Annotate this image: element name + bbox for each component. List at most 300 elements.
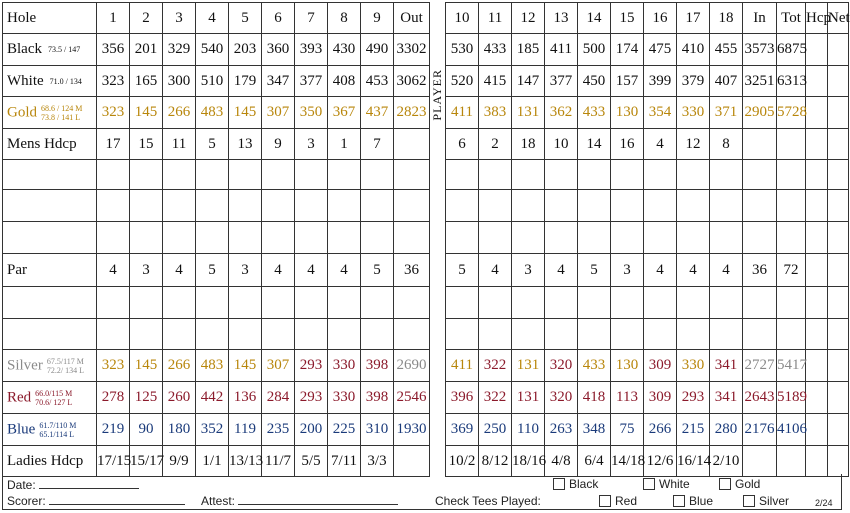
player-row-2-cell-15[interactable]	[578, 190, 611, 222]
player-row-2-cell-18[interactable]	[677, 190, 710, 222]
tee-gold-rating	[41, 104, 82, 122]
player-row-3-cell-6[interactable]	[262, 222, 295, 254]
tee-gold-hole-2: 145	[130, 97, 163, 129]
player-row-5-cell-12[interactable]	[479, 319, 512, 350]
player-row-5-cell-10[interactable]	[394, 319, 430, 350]
hole-number-11: 11	[479, 3, 512, 34]
tee-black-hcp[interactable]	[806, 34, 828, 66]
tee-blue-hole-8: 225	[328, 414, 361, 446]
tee-blue-hole-4: 352	[196, 414, 229, 446]
ladies-hdcp-hole-12: 18/16	[512, 446, 545, 477]
tee-gold-hcp[interactable]	[806, 97, 828, 129]
tee-red-hcp[interactable]	[806, 382, 828, 414]
player-row-3-cell-18[interactable]	[677, 222, 710, 254]
tee-silver-hole-13: 320	[545, 350, 578, 382]
player-row-2-cell-4[interactable]	[196, 190, 229, 222]
ladies-hdcp-hole-15: 14/18	[611, 446, 644, 477]
mens-hdcp-in	[743, 129, 777, 160]
player-row-5-name-cell[interactable]	[3, 319, 97, 350]
player-row-1-cell-15[interactable]	[578, 160, 611, 190]
tee-silver-hole-16: 309	[644, 350, 677, 382]
player-row-3-cell-22[interactable]	[806, 222, 828, 254]
player-row-3-cell-11[interactable]	[446, 222, 479, 254]
tee-black-hole-3: 329	[163, 34, 196, 66]
player-row-1-cell-19[interactable]	[710, 160, 743, 190]
player-row-2-cell-6[interactable]	[262, 190, 295, 222]
tee-black-hole-9: 490	[361, 34, 394, 66]
player-row-2-cell-14[interactable]	[545, 190, 578, 222]
checkbox-gold[interactable]	[719, 478, 731, 490]
player-row-5-cell-16[interactable]	[611, 319, 644, 350]
player-row-5-cell-20[interactable]	[743, 319, 777, 350]
player-row-2-cell-19[interactable]	[710, 190, 743, 222]
player-row-1-cell-9[interactable]	[361, 160, 394, 190]
player-row-1-cell-20[interactable]	[743, 160, 777, 190]
player-row-3-cell-17[interactable]	[644, 222, 677, 254]
tee-red-rating	[35, 389, 72, 407]
player-row-5-cell-7[interactable]	[295, 319, 328, 350]
par-out: 36	[394, 254, 430, 287]
player-row-5-cell-1[interactable]	[97, 319, 130, 350]
tee-black-hole-10: 530	[446, 34, 479, 66]
par-hole-12: 3	[512, 254, 545, 287]
player-column	[430, 34, 446, 160]
tee-black-hole-12: 185	[512, 34, 545, 66]
par-row	[3, 254, 849, 287]
player-row-2-cell-1[interactable]	[97, 190, 130, 222]
tee-silver-hole-14: 433	[578, 350, 611, 382]
tee-option-gold[interactable]: Gold	[719, 477, 760, 491]
player-row-1-cell-14[interactable]	[545, 160, 578, 190]
player-row-4-cell-3[interactable]	[163, 287, 196, 319]
player-row-1-cell-16[interactable]	[611, 160, 644, 190]
hole-header-label: Hole	[3, 3, 97, 34]
player-row-2-cell-17[interactable]	[644, 190, 677, 222]
attest-field[interactable]	[238, 495, 398, 505]
attest-line	[201, 494, 398, 508]
hole-number-1: 1	[97, 3, 130, 34]
player-row-4-cell-14[interactable]	[545, 287, 578, 319]
player-row-4-cell-1[interactable]	[97, 287, 130, 319]
player-row-5-cell-9[interactable]	[361, 319, 394, 350]
hole-number-12: 12	[512, 3, 545, 34]
player-row-2-cell-7[interactable]	[295, 190, 328, 222]
tee-gold-label: Gold	[7, 103, 37, 120]
tee-blue-hole-5: 119	[229, 414, 262, 446]
date-field[interactable]	[39, 479, 139, 489]
player-row-5-cell-5[interactable]	[229, 319, 262, 350]
tee-silver-hole-17: 330	[677, 350, 710, 382]
tee-gold-net[interactable]	[828, 97, 849, 129]
tee-blue-hole-13: 263	[545, 414, 578, 446]
player-row-3-cell-3[interactable]	[163, 222, 196, 254]
player-row-1-cell-2[interactable]	[130, 160, 163, 190]
player-row-3-cell-5[interactable]	[229, 222, 262, 254]
tee-black-out: 3302	[394, 34, 430, 66]
tee-blue-hole-10: 369	[446, 414, 479, 446]
tee-red-rating-ladies: 70.6/ 127 L	[35, 397, 73, 407]
player-row-4-cell-9[interactable]	[361, 287, 394, 319]
tee-blue-hole-6: 235	[262, 414, 295, 446]
player-row-3-cell-2[interactable]	[130, 222, 163, 254]
tee-silver-hole-8: 330	[328, 350, 361, 382]
player-row-2-cell-23[interactable]	[828, 190, 849, 222]
player-row-3-cell-14[interactable]	[545, 222, 578, 254]
tee-red-hole-1: 278	[97, 382, 130, 414]
tee-silver-net[interactable]	[828, 350, 849, 382]
ladies-hdcp-out	[394, 446, 430, 477]
date-line	[7, 478, 139, 492]
player-row-3-cell-12[interactable]	[479, 222, 512, 254]
tee-red-rating-mens: 66.0/115 M	[35, 388, 73, 398]
tee-red-hole-13: 320	[545, 382, 578, 414]
tee-row-white	[3, 66, 849, 97]
player-row-5-cell-22[interactable]	[806, 319, 828, 350]
ladies-hdcp-hole-17: 16/14	[677, 446, 710, 477]
player-row-5-cell-17[interactable]	[644, 319, 677, 350]
player-row-3-cell-15[interactable]	[578, 222, 611, 254]
player-row-2	[3, 190, 849, 222]
par-hcp	[806, 254, 828, 287]
tee-row-blue	[3, 414, 849, 446]
player-row-4-cell-5[interactable]	[229, 287, 262, 319]
player-row-4-cell-16[interactable]	[611, 287, 644, 319]
tee-black-hole-18: 455	[710, 34, 743, 66]
tee-option-silver[interactable]: Silver	[743, 494, 789, 508]
player-row-1-cell-7[interactable]	[295, 160, 328, 190]
mens-hdcp-hole-13: 10	[545, 129, 578, 160]
player-header-cell	[430, 3, 446, 34]
player-row-1-cell-3[interactable]	[163, 160, 196, 190]
tee-blue-hole-18: 280	[710, 414, 743, 446]
player-row-4-name-cell[interactable]	[3, 287, 97, 319]
player-row-1-cell-13[interactable]	[512, 160, 545, 190]
tee-blue-player-cell	[430, 414, 446, 446]
tee-white-hole-8: 408	[328, 66, 361, 97]
mens-hdcp-hole-2: 15	[130, 129, 163, 160]
par-hole-7: 4	[295, 254, 328, 287]
player-row-1-cell-18[interactable]	[677, 160, 710, 190]
checkbox-blue[interactable]	[673, 495, 685, 507]
player-row-4-cell-11[interactable]	[446, 287, 479, 319]
tee-gold-tot: 5728	[777, 97, 806, 129]
tee-white-hole-11: 415	[479, 66, 512, 97]
player-row-5-cell-19[interactable]	[710, 319, 743, 350]
player-row-3-cell-23[interactable]	[828, 222, 849, 254]
net-header: Net	[828, 3, 849, 34]
tee-blue-hole-2: 90	[130, 414, 163, 446]
mens-hdcp-row	[3, 129, 849, 160]
tee-red-hole-15: 113	[611, 382, 644, 414]
player-row-4-cell-21[interactable]	[777, 287, 806, 319]
player-row-1-cell-11[interactable]	[446, 160, 479, 190]
ladies-hdcp-hole-8: 7/11	[328, 446, 361, 477]
ladies-hdcp-hcp	[806, 446, 828, 477]
player-row-5-cell-18[interactable]	[677, 319, 710, 350]
player-row-1-cell-22[interactable]	[806, 160, 828, 190]
tee-silver-hole-2: 145	[130, 350, 163, 382]
tee-red-hole-14: 418	[578, 382, 611, 414]
ladies-hdcp-hole-2: 15/17	[130, 446, 163, 477]
player-row-5-cell-23[interactable]	[828, 319, 849, 350]
scorer-field[interactable]	[49, 495, 185, 505]
hole-number-18: 18	[710, 3, 743, 34]
player-row-2-cell-12[interactable]	[479, 190, 512, 222]
player-row-5-cell-6[interactable]	[262, 319, 295, 350]
player-row-3-cell-9[interactable]	[361, 222, 394, 254]
player-row-4-cell-22[interactable]	[806, 287, 828, 319]
tee-silver-hcp[interactable]	[806, 350, 828, 382]
tee-white-net[interactable]	[828, 66, 849, 97]
tee-blue-label: Blue	[7, 420, 36, 437]
ladies-hdcp-hole-10: 10/2	[446, 446, 479, 477]
tee-silver-rating	[47, 357, 84, 375]
tee-white-hole-18: 407	[710, 66, 743, 97]
player-row-4-cell-6[interactable]	[262, 287, 295, 319]
checkbox-silver[interactable]	[743, 495, 755, 507]
player-row-4-cell-23[interactable]	[828, 287, 849, 319]
tee-silver-in: 2727	[743, 350, 777, 382]
tee-red-player-cell	[430, 382, 446, 414]
player-row-1-cell-8[interactable]	[328, 160, 361, 190]
player-row-2-cell-13[interactable]	[512, 190, 545, 222]
tee-red-label: Red	[7, 388, 32, 405]
player-row-5-cell-2[interactable]	[130, 319, 163, 350]
tee-red-hole-2: 125	[130, 382, 163, 414]
ladies-hdcp-hole-11: 8/12	[479, 446, 512, 477]
player-row-5-cell-3[interactable]	[163, 319, 196, 350]
hole-number-14: 14	[578, 3, 611, 34]
tee-black-hole-4: 540	[196, 34, 229, 66]
tee-silver-label-cell	[3, 350, 97, 382]
tot-header: Tot	[777, 3, 806, 34]
player-row-1-cell-12[interactable]	[479, 160, 512, 190]
tee-gold-hole-14: 433	[578, 97, 611, 129]
tee-silver-hole-4: 483	[196, 350, 229, 382]
player-row-3-name-cell[interactable]	[3, 222, 97, 254]
player-row-4-cell-18[interactable]	[677, 287, 710, 319]
player-row-5-cell-4[interactable]	[196, 319, 229, 350]
player-row-4-cell-15[interactable]	[578, 287, 611, 319]
player-row-4-cell-20[interactable]	[743, 287, 777, 319]
tee-silver-label: Silver	[7, 356, 43, 373]
player-row-4-cell-4[interactable]	[196, 287, 229, 319]
tee-gold-hole-7: 350	[295, 97, 328, 129]
par-hole-8: 4	[328, 254, 361, 287]
player-row-3-cell-20[interactable]	[743, 222, 777, 254]
tee-white-hcp[interactable]	[806, 66, 828, 97]
hole-number-6: 6	[262, 3, 295, 34]
player-row-1-cell-23[interactable]	[828, 160, 849, 190]
hole-number-5: 5	[229, 3, 262, 34]
tee-option-black[interactable]: Black	[553, 477, 598, 491]
tee-blue-hole-12: 110	[512, 414, 545, 446]
player-row-3-cell-10[interactable]	[394, 222, 430, 254]
player-row-2-cell-16[interactable]	[611, 190, 644, 222]
ladies-hdcp-hole-1: 17/15	[97, 446, 130, 477]
tee-option-red[interactable]: Red	[599, 494, 637, 508]
player-row-3-cell-8[interactable]	[328, 222, 361, 254]
player-row-4-cell-8[interactable]	[328, 287, 361, 319]
player-row-1-cell-21[interactable]	[777, 160, 806, 190]
tee-white-label: White	[7, 72, 44, 89]
player-row-1-player-cell	[430, 160, 446, 190]
player-row-3-cell-7[interactable]	[295, 222, 328, 254]
tee-red-net[interactable]	[828, 382, 849, 414]
player-row-3-cell-1[interactable]	[97, 222, 130, 254]
ladies-hdcp-hole-18: 2/10	[710, 446, 743, 477]
tee-black-label-cell	[3, 34, 97, 66]
par-in: 36	[743, 254, 777, 287]
tee-blue-hole-3: 180	[163, 414, 196, 446]
tee-white-in: 3251	[743, 66, 777, 97]
player-row-5-cell-21[interactable]	[777, 319, 806, 350]
tee-option-blue[interactable]: Blue	[673, 494, 713, 508]
hcp-header: Hcp	[806, 3, 828, 34]
hole-number-7: 7	[295, 3, 328, 34]
tee-black-hole-5: 203	[229, 34, 262, 66]
tee-blue-hole-1: 219	[97, 414, 130, 446]
player-row-4-cell-17[interactable]	[644, 287, 677, 319]
par-hole-10: 5	[446, 254, 479, 287]
tee-silver-hole-10: 411	[446, 350, 479, 382]
hole-number-16: 16	[644, 3, 677, 34]
player-row-5-cell-14[interactable]	[545, 319, 578, 350]
player-row-2-cell-2[interactable]	[130, 190, 163, 222]
player-row-3-cell-4[interactable]	[196, 222, 229, 254]
player-row-1-cell-5[interactable]	[229, 160, 262, 190]
ladies-hdcp-hole-16: 12/6	[644, 446, 677, 477]
player-row-5-cell-8[interactable]	[328, 319, 361, 350]
tee-silver-hole-6: 307	[262, 350, 295, 382]
tee-option-white[interactable]: White	[643, 477, 690, 491]
tee-gold-hole-12: 131	[512, 97, 545, 129]
check-tees-label: Check Tees Played:	[435, 494, 541, 508]
tee-blue-rating-ladies: 65.1/114 L	[39, 429, 75, 439]
player-row-4-cell-10[interactable]	[394, 287, 430, 319]
player-row-1-cell-4[interactable]	[196, 160, 229, 190]
tee-blue-hole-17: 215	[677, 414, 710, 446]
tee-silver-out: 2690	[394, 350, 430, 382]
par-tot: 72	[777, 254, 806, 287]
tee-black-hole-6: 360	[262, 34, 295, 66]
player-row-4-cell-7[interactable]	[295, 287, 328, 319]
ladies-hdcp-hole-6: 11/7	[262, 446, 295, 477]
par-hole-18: 4	[710, 254, 743, 287]
tee-silver-hole-3: 266	[163, 350, 196, 382]
player-row-2-cell-5[interactable]	[229, 190, 262, 222]
attest-label: Attest:	[201, 494, 236, 508]
player-row-5-cell-11[interactable]	[446, 319, 479, 350]
player-row-3-cell-13[interactable]	[512, 222, 545, 254]
tee-blue-rating-mens: 61.7/110 M	[39, 420, 77, 430]
player-row-2-cell-22[interactable]	[806, 190, 828, 222]
player-row-2-cell-11[interactable]	[446, 190, 479, 222]
player-row-1-cell-1[interactable]	[97, 160, 130, 190]
tee-black-net[interactable]	[828, 34, 849, 66]
player-row-3-cell-21[interactable]	[777, 222, 806, 254]
mens-hdcp-hole-17: 12	[677, 129, 710, 160]
player-row-4-cell-19[interactable]	[710, 287, 743, 319]
player-row-5-cell-13[interactable]	[512, 319, 545, 350]
par-hole-11: 4	[479, 254, 512, 287]
tee-black-hole-17: 410	[677, 34, 710, 66]
tee-black-hole-8: 430	[328, 34, 361, 66]
player-row-1-cell-10[interactable]	[394, 160, 430, 190]
mens-hdcp-hole-18: 8	[710, 129, 743, 160]
tee-blue-label-cell	[3, 414, 97, 446]
player-row-1-cell-6[interactable]	[262, 160, 295, 190]
player-row-1-name-cell[interactable]	[3, 160, 97, 190]
par-hole-13: 4	[545, 254, 578, 287]
version-label: 2/24	[815, 498, 833, 508]
player-row-3-cell-19[interactable]	[710, 222, 743, 254]
player-row-4-cell-13[interactable]	[512, 287, 545, 319]
tee-red-hole-17: 293	[677, 382, 710, 414]
tee-gold-hole-16: 354	[644, 97, 677, 129]
player-row-2-cell-20[interactable]	[743, 190, 777, 222]
scorer-line	[7, 494, 185, 508]
tee-black-hole-13: 411	[545, 34, 578, 66]
player-row-2-cell-21[interactable]	[777, 190, 806, 222]
player-row-5-cell-15[interactable]	[578, 319, 611, 350]
tee-blue-hole-11: 250	[479, 414, 512, 446]
header-row	[3, 3, 849, 34]
mens-hdcp-hole-1: 17	[97, 129, 130, 160]
tee-gold-in: 2905	[743, 97, 777, 129]
hole-number-13: 13	[545, 3, 578, 34]
tee-gold-hole-13: 362	[545, 97, 578, 129]
ladies-hdcp-player-cell	[430, 446, 446, 477]
par-hole-5: 3	[229, 254, 262, 287]
mens-hdcp-hole-14: 14	[578, 129, 611, 160]
player-row-3	[3, 222, 849, 254]
tee-blue-hcp[interactable]	[806, 414, 828, 446]
player-row-2-cell-3[interactable]	[163, 190, 196, 222]
checkbox-black[interactable]	[553, 478, 565, 490]
par-hole-16: 4	[644, 254, 677, 287]
player-row-1-cell-17[interactable]	[644, 160, 677, 190]
scorer-label: Scorer:	[7, 494, 46, 508]
tee-blue-net[interactable]	[828, 414, 849, 446]
checkbox-white[interactable]	[643, 478, 655, 490]
mens-hdcp-hole-7: 3	[295, 129, 328, 160]
par-net	[828, 254, 849, 287]
ladies-hdcp-hole-5: 13/13	[229, 446, 262, 477]
tee-black-tot: 6875	[777, 34, 806, 66]
ladies-hdcp-row	[3, 446, 849, 477]
par-hole-15: 3	[611, 254, 644, 287]
player-row-2-cell-10[interactable]	[394, 190, 430, 222]
player-row-4-cell-12[interactable]	[479, 287, 512, 319]
player-row-2-cell-9[interactable]	[361, 190, 394, 222]
tee-red-hole-11: 322	[479, 382, 512, 414]
tee-black-in: 3573	[743, 34, 777, 66]
player-row-2-name-cell[interactable]	[3, 190, 97, 222]
tee-red-hole-8: 330	[328, 382, 361, 414]
ladies-hdcp-hole-7: 5/5	[295, 446, 328, 477]
player-row-2-cell-8[interactable]	[328, 190, 361, 222]
tee-white-hole-13: 377	[545, 66, 578, 97]
tee-red-hole-6: 284	[262, 382, 295, 414]
tee-black-hole-16: 475	[644, 34, 677, 66]
player-row-3-cell-16[interactable]	[611, 222, 644, 254]
par-hole-14: 5	[578, 254, 611, 287]
tee-red-hole-10: 396	[446, 382, 479, 414]
checkbox-red[interactable]	[599, 495, 611, 507]
scorecard-footer	[2, 474, 842, 510]
player-row-4-cell-2[interactable]	[130, 287, 163, 319]
